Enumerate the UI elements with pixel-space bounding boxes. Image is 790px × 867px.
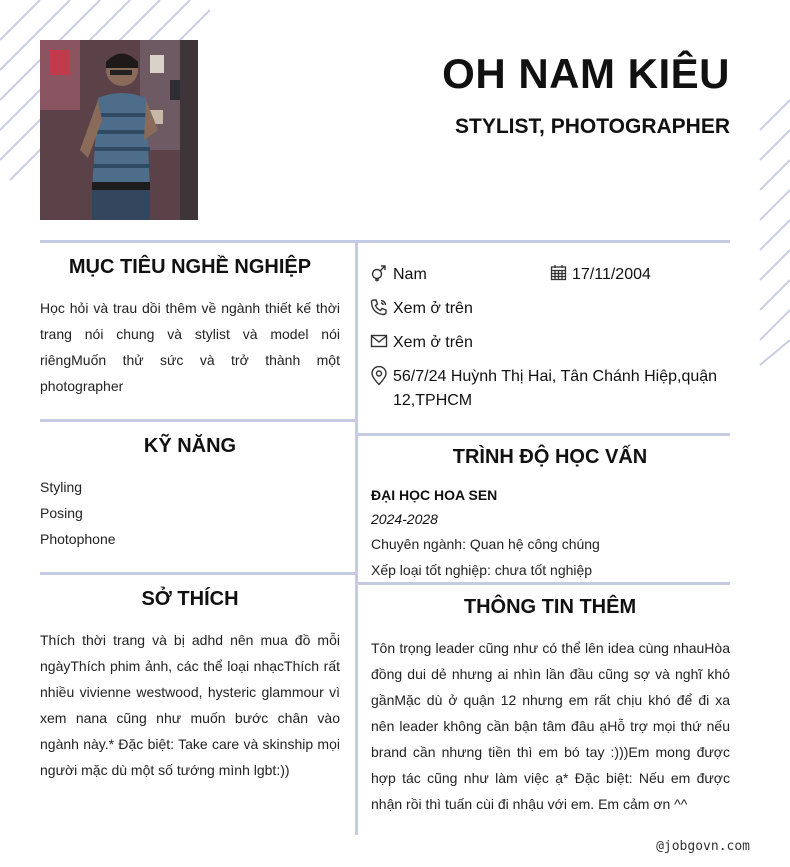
job-title: STYLIST, PHOTOGRAPHER — [455, 115, 730, 138]
objective-text: Học hỏi và trau dồi thêm về ngành thiết kế thời trang nói chung và stylist và model nói riêngMuốn thử sức và trở thành một photographer — [40, 300, 340, 394]
divider-vertical — [355, 240, 358, 835]
gender-row — [370, 263, 427, 287]
education-title: TRÌNH ĐỘ HỌC VẤN — [452, 446, 648, 468]
hobbies-title: SỞ THÍCH — [141, 588, 239, 610]
gender-icon — [370, 264, 388, 282]
education-school: ĐẠI HỌC HOA SEN — [371, 487, 498, 503]
education-grade: Xếp loại tốt nghiệp: chưa tốt nghiệp — [371, 562, 593, 578]
objective-title: MỤC TIÊU NGHỀ NGHIỆP — [68, 256, 312, 278]
skill-item: Posing — [40, 505, 83, 521]
profile-photo-illustration — [40, 40, 198, 220]
phone-icon — [370, 298, 388, 316]
profile-photo — [40, 40, 198, 220]
decorative-stripes-right — [755, 95, 790, 370]
divider-skills — [40, 572, 355, 575]
divider-top — [40, 240, 730, 243]
divider-education — [358, 582, 730, 585]
mail-icon — [370, 332, 388, 350]
location-icon — [370, 366, 388, 386]
divider-contact — [358, 433, 730, 436]
skill-item: Styling — [40, 479, 83, 495]
address-row — [370, 365, 725, 413]
gender-value: Nam — [393, 266, 427, 283]
divider-objective — [40, 419, 355, 422]
calendar-icon — [550, 264, 567, 281]
phone-row — [370, 297, 473, 321]
education-years: 2024-2028 — [371, 511, 438, 527]
extra-text: Tôn trọng leader cũng như có thể lên idea cùng nhauHòa đồng dui dẻ nhưng ai nhìn lần đầu cũng sợ và nghĩ khó gầnMặc dù ở quận 12 nhưng em rất chịu khó để đi xa nên leader không cần bận tâm đâu ạHỗ trợ mọi thứ nếu brand cần nhưng tiền thì em bó tay :)))Em mong được hợp tác cũng như làm việc ạ* Đặc biệt: Nếu em được nhận rồi thì tuấn cùi đi nhậu với em. Em cảm ơn ^^ — [371, 640, 730, 812]
email-row — [370, 331, 473, 355]
skill-item: Photophone — [40, 531, 116, 547]
skills-title: KỸ NĂNG — [143, 435, 237, 457]
hobbies-text: Thích thời trang và bị adhd nên mua đồ mỗi ngàyThích phim ảnh, các thể loại nhạcThích rất nhiều vivienne westwood, hysteric glammour vì xem nana cũng như muốn bước chân vào ngành này.* Đặc biệt: Take care và skinship mọi người mặc dù một số tướng mình lgbt:)) — [40, 632, 340, 778]
birthdate-value: 17/11/2004 — [572, 266, 651, 283]
candidate-name: OH NAM KIÊU — [442, 50, 730, 97]
footer-credit: @jobgovn.com — [656, 839, 750, 854]
extra-title: THÔNG TIN THÊM — [463, 596, 637, 618]
phone-value: Xem ở trên — [393, 300, 473, 317]
education-major: Chuyên ngành: Quan hệ công chúng — [371, 536, 600, 552]
birthdate-row — [550, 263, 651, 287]
address-value: 56/7/24 Huỳnh Thị Hai, Tân Chánh Hiệp,quận 12,TPHCM — [393, 368, 718, 409]
email-value: Xem ở trên — [393, 334, 473, 351]
